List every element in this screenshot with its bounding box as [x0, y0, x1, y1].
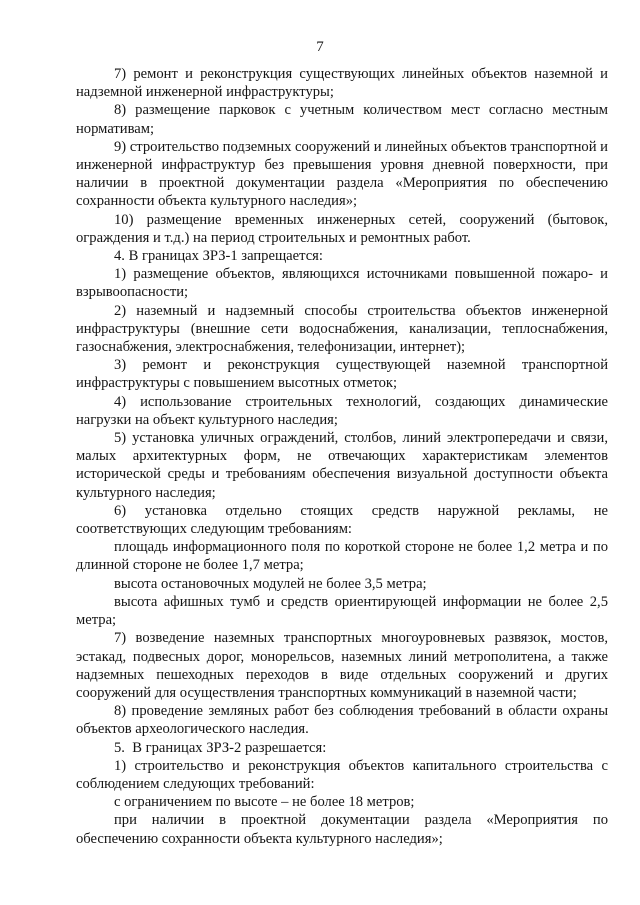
- page-number: 7: [316, 39, 324, 55]
- paragraph: 10) размещение временных инженерных сетей, сооружений (бытовок, ограждения и т.д.) на период строительных и ремонтных работ.: [76, 211, 608, 246]
- document-body: [76, 65, 608, 848]
- paragraph: 1) размещение объектов, являющихся источниками повышенной пожаро- и взрывоопасности;: [76, 266, 608, 301]
- paragraph: с ограничением по высоте – не более 18 метров;: [114, 794, 415, 811]
- paragraph: при наличии в проектной документации раздела «Мероприятия по обеспечению сохранности объекта культурного наследия»;: [76, 812, 608, 847]
- paragraph: 1) строительство и реконструкция объектов капитального строительства с соблюдением следующих требований:: [76, 757, 608, 792]
- section-heading: 4. В границах ЗРЗ-1 запрещается:: [114, 248, 323, 265]
- paragraph: высота остановочных модулей не более 3,5 метра;: [114, 575, 427, 592]
- paragraph: 6) установка отдельно стоящих средств наружной рекламы, не соответствующих следующим требованиям:: [76, 502, 608, 538]
- paragraph: 4) использование строительных технологий, создающих динамические нагрузки на объект культурного наследия;: [76, 393, 608, 428]
- paragraph: 3) ремонт и реконструкция существующей наземной транспортной инфраструктуры с повышением высотных отметок;: [76, 357, 608, 392]
- paragraph: 8) проведение земляных работ без соблюдения требований в области охраны объектов археологического наследия.: [76, 703, 608, 738]
- paragraph: площадь информационного поля по короткой стороне не более 1,2 метра и по длинной стороне не более 1,7 метра;: [76, 539, 608, 574]
- paragraph: 2) наземный и надземный способы строительства объектов инженерной инфраструктуры (внешние сети водоснабжения, канализации, теплоснабжения, газоснабжения, электроснабжения, телефонизации, интернет);: [76, 302, 608, 356]
- paragraph: 7) ремонт и реконструкция существующих линейных объектов наземной и надземной инженерной инфраструктуры;: [76, 66, 608, 101]
- section-heading: 5. В границах ЗРЗ-2 разрешается:: [114, 739, 327, 756]
- paragraph: 7) возведение наземных транспортных многоуровневых развязок, мостов, эстакад, подвесных дорог, монорельсов, наземных линий метрополитена, а также надземных пешеходных переходов в виде отдельных сооружений и других сооружений для осуществления транспортных коммуникаций в наземной части;: [76, 630, 608, 701]
- paragraph: 8) размещение парковок с учетным количеством мест согласно местным нормативам;: [76, 102, 608, 137]
- paragraph: 5) установка уличных ограждений, столбов, линий электропередачи и связи, малых архитектурных форм, не отвечающих характеристикам элементов исторической среды и требованиям обеспечения визуальной доступности объекта культурного наследия;: [76, 430, 608, 501]
- paragraph: высота афишных тумб и средств ориентирующей информации не более 2,5 метра;: [76, 593, 608, 629]
- paragraph: 9) строительство подземных сооружений и линейных объектов транспортной и инженерной инфраструктур без превышения уровня дневной поверхности, при наличии в проектной документации раздела «Мероприятия по обеспечению сохранности объекта культурного наследия»;: [76, 138, 608, 210]
